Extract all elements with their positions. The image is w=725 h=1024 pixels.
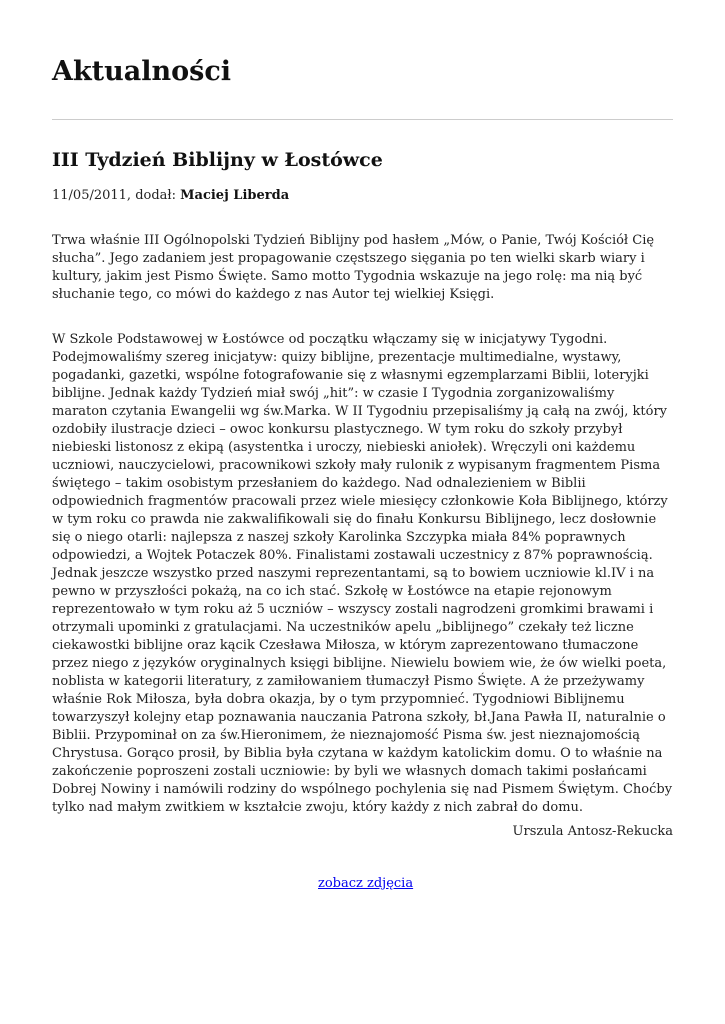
article-date: 11/05/2011, dodał:	[52, 188, 181, 203]
article-paragraph-body: W Szkole Podstawowej w Łostówce od początku włączamy się w inicjatywy Tygodni. Podejmowaliśmy szereg inicjatyw: quizy biblijne, prezentacje multimedialne, wystawy, pogadanki, gazetki, wspólne fotografowanie się z własnymi egzemplarzami Biblii, loteryjki biblijne. Jednak każdy Tydzień miał swój „hit”: w czasie I Tygodnia zorganizowaliśmy maraton czytania Ewangelii wg św.Marka. W II Tygodniu przepisaliśmy ją całą na zwój, który ozdobiły ilustracje dzieci – owoc konkursu plastycznego. W tym roku do szkoły przybył niebieski listonosz z ekipą (asystentka i uroczy, niebieski aniołek). Wręczyli oni każdemu uczniowi, nauczycielowi, pracownikowi szkoły mały rulonik z wypisanym fragmentem Pisma świętego – takim osobistym przesłaniem do każdego. Nad odnalezieniem w Biblii odpowiednich fragmentów pracowali przez wiele miesięcy członkowie Koła Biblijnego, którzy w tym roku co prawda nie zakwalifikowali się do finału Konkursu Biblijnego, lecz dosłownie się o niego otarli: najlepsza z naszej szkoły Karolinka Szczypka miała 84% poprawnych odpowiedzi, a Wojtek Potaczek 80%. Finalistami zostawali uczestnicy z 87% poprawnością. Jednak jeszcze wszystko przed naszymi reprezentantami, są to bowiem uczniowie kl.IV i na pewno w przyszłości pokażą, na co ich stać. Szkołę w Łostówce na etapie rejonowym reprezentowało w tym roku aż 5 uczniów – wszyscy zostali nagrodzeni gromkimi brawami i otrzymali upominki z gratulacjami. Na uczestników apelu „biblijnego” czekały też liczne ciekawostki biblijne oraz kącik Czesława Miłosza, w którym zaprezentowano tłumaczone przez niego z języków oryginalnych księgi biblijne. Niewielu bowiem wie, że ów wielki poeta, noblista w kategorii literatury, z zamiłowaniem tłumaczył Pismo Święte. A że przeżywamy właśnie Rok Miłosza, była dobra okazja, by o tym przypomnieć. Tygodniowi Biblijnemu towarzyszył kolejny etap poznawania nauczania Patrona szkoły, bł.Jana Pawła II, naturalnie o Biblii. Przypominał on za św.Hieronimem, że nieznajomość Pisma św. jest nieznajomością Chrystusa. Gorąco prosił, by Biblia była czytana w każdym katolickim domu. O to właśnie na zakończenie poproszeni zostali uczniowie: by byli we własnych domach takimi posłańcami Dobrej Nowiny i namówili rodziny do wspólnego pochylenia się nad Pismem Świętym. Choćby tylko nad małym zwitkiem w kształcie zwoju, który każdy z nich zabrał do domu.	[52, 332, 673, 815]
see-photos-link[interactable]: zobacz zdjęcia	[318, 876, 414, 891]
article-meta	[52, 186, 289, 206]
divider	[52, 119, 673, 120]
article-paragraph-intro: Trwa właśnie III Ogólnopolski Tydzień Biblijny pod hasłem „Mów, o Panie, Twój Kościół Cię słucha”. Jego zadaniem jest propagowanie częstszego sięgania po ten wielki skarb wiary i kultury, jakim jest Pismo Święte. Samo motto Tygodnia wskazuje na jego rolę: ma nią być słuchanie tego, co mówi do każdego z nas Autor tej wielkiej Księgi.	[52, 233, 655, 302]
article-signature: Urszula Antosz-Rekucka	[512, 824, 673, 839]
article-author: Maciej Liberda	[180, 188, 290, 203]
page-title: Aktualności	[52, 56, 232, 87]
article-title: III Tydzień Biblijny w Łostówce	[52, 149, 383, 171]
